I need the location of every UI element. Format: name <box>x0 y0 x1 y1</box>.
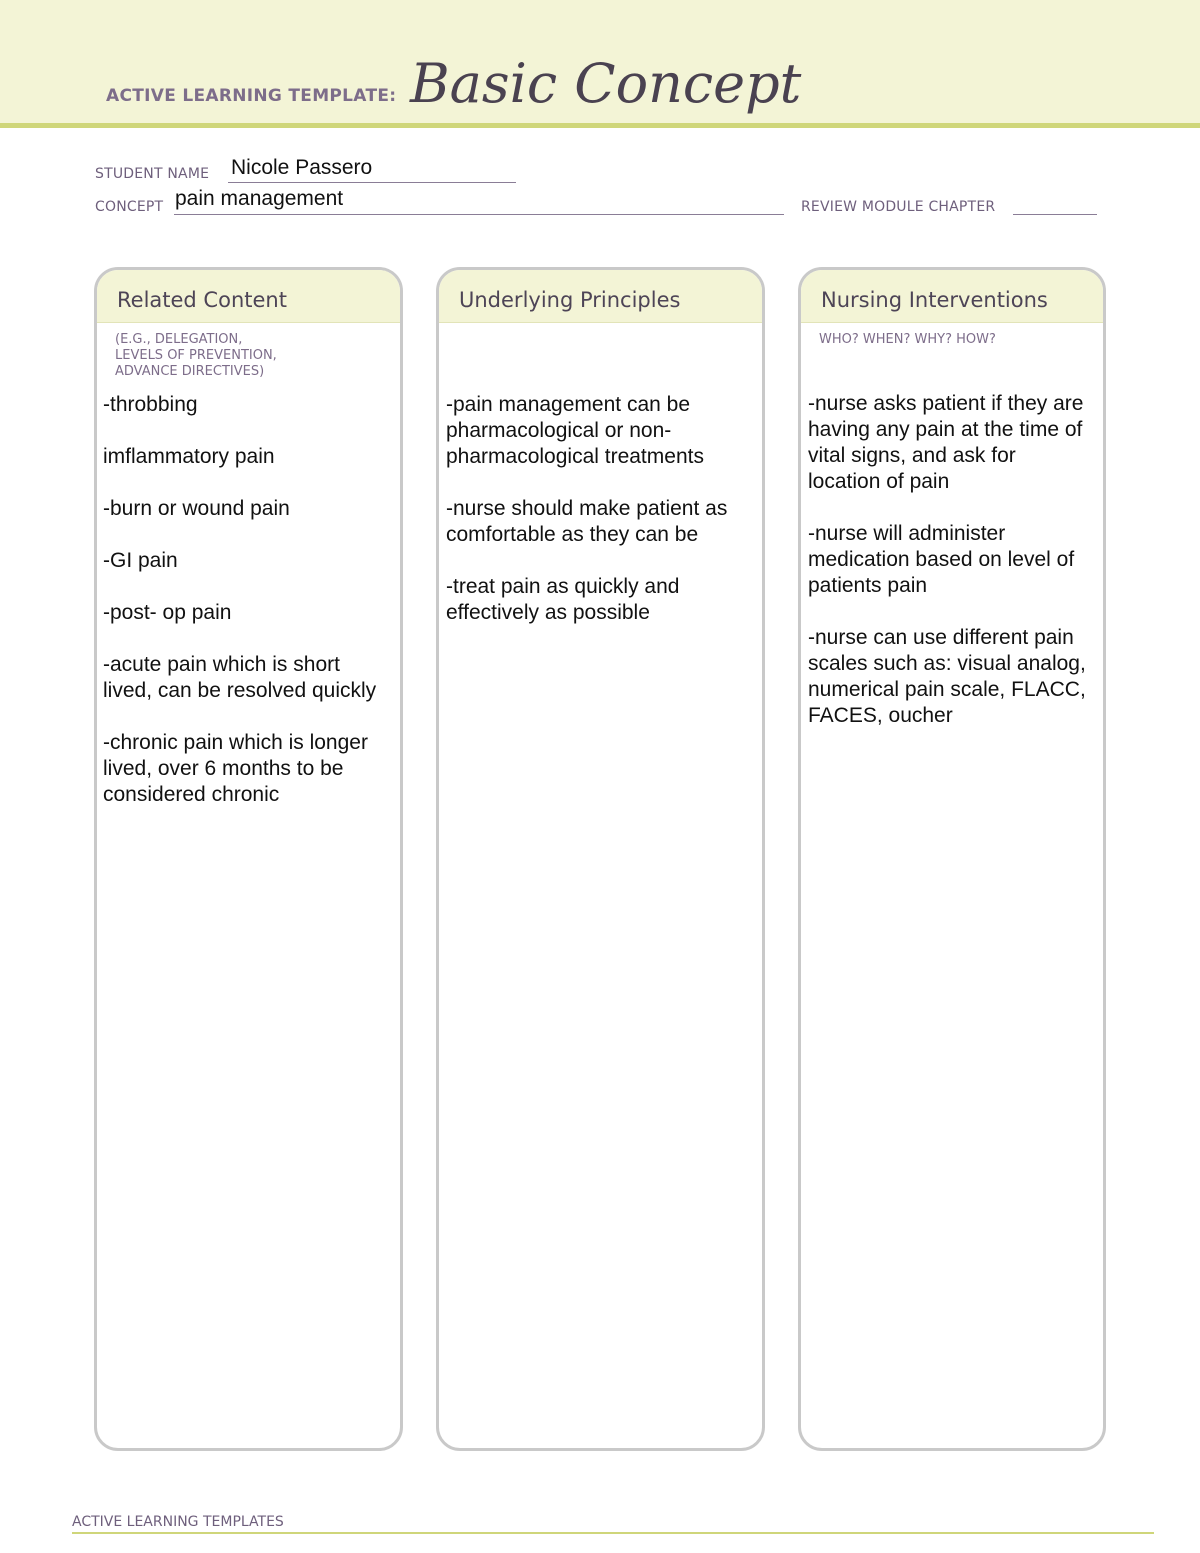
panel-title: Related Content <box>117 288 287 312</box>
subtitle-line: WHO? WHEN? WHY? HOW? <box>819 332 996 347</box>
list-item: -throbbing <box>103 393 198 416</box>
header-rule <box>0 123 1200 128</box>
concept-label: CONCEPT <box>95 199 164 215</box>
panel-subtitle <box>819 332 996 348</box>
list-item: -acute pain which is short lived, can be resolved quickly <box>103 653 377 702</box>
page-title: Basic Concept <box>410 52 802 115</box>
list-item: -post- op pain <box>103 601 232 624</box>
review-module-field[interactable] <box>1013 214 1097 215</box>
panel-subtitle <box>115 332 277 380</box>
student-name-line <box>228 182 516 183</box>
panel-related-content <box>94 267 403 1451</box>
list-item: -nurse will administer medication based on level of patients pain <box>808 522 1075 597</box>
panel-underlying-principles <box>436 267 765 1451</box>
list-item: -pain management can be pharmacological or non-pharmacological treatments <box>446 393 704 468</box>
panel-title: Underlying Principles <box>459 288 681 312</box>
panel-entries[interactable] <box>103 392 386 834</box>
panel-header <box>439 270 762 323</box>
list-item: -treat pain as quickly and effectively as possible <box>446 575 680 624</box>
list-item: -GI pain <box>103 549 178 572</box>
subtitle-line: ADVANCE DIRECTIVES) <box>115 364 265 379</box>
panel-title: Nursing Interventions <box>821 288 1048 312</box>
panel-entries[interactable] <box>808 391 1091 755</box>
student-name-label: STUDENT NAME <box>95 166 210 182</box>
subtitle-line: (E.G., DELEGATION, <box>115 332 243 347</box>
subtitle-line: LEVELS OF PREVENTION, <box>115 348 277 363</box>
list-item: imflammatory pain <box>103 445 275 468</box>
concept-line <box>174 214 784 215</box>
student-name-field[interactable]: Nicole Passero <box>231 156 373 179</box>
list-item: -burn or wound pain <box>103 497 290 520</box>
list-item: -chronic pain which is longer lived, over 6 months to be considered chronic <box>103 731 368 806</box>
list-item: -nurse can use different pain scales such as: visual analog, numerical pain scale, FLACC, FACES, oucher <box>808 626 1086 727</box>
list-item: -nurse should make patient as comfortable as they can be <box>446 497 728 546</box>
panel-nursing-interventions <box>798 267 1106 1451</box>
footer-rule <box>72 1532 1154 1534</box>
concept-field[interactable]: pain management <box>175 187 344 210</box>
template-label: ACTIVE LEARNING TEMPLATE: <box>106 86 397 106</box>
footer-label: ACTIVE LEARNING TEMPLATES <box>72 1514 284 1530</box>
panel-header <box>801 270 1103 323</box>
list-item: -nurse asks patient if they are having any pain at the time of vital signs, and ask for location of pain <box>808 392 1084 493</box>
panel-header <box>97 270 400 323</box>
panel-entries[interactable] <box>446 392 738 652</box>
review-module-label: REVIEW MODULE CHAPTER <box>801 199 996 215</box>
